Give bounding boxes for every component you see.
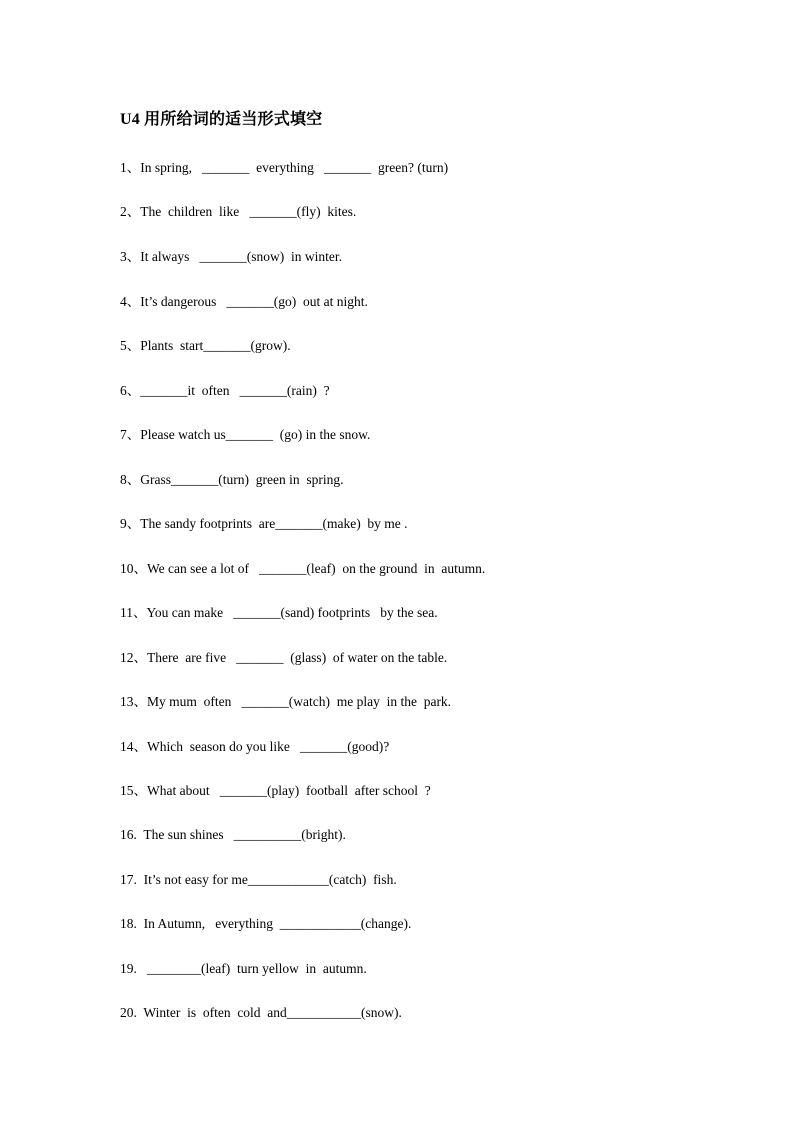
question-15: 15、What about _______(play) football after school ? xyxy=(120,783,431,798)
question-11: 11、You can make _______(sand) footprints by the sea. xyxy=(120,605,438,620)
question-16: 16. The sun shines __________(bright). xyxy=(120,827,346,842)
question-2: 2、The children like _______(fly) kites. xyxy=(120,204,357,219)
question-18: 18. In Autumn, everything ____________(change). xyxy=(120,916,412,931)
question-9: 9、The sandy footprints are_______(make) by me . xyxy=(120,516,408,531)
question-3: 3、It always _______(snow) in winter. xyxy=(120,249,342,264)
question-13: 13、My mum often _______(watch) me play in the park. xyxy=(120,694,452,709)
question-5: 5、Plants start_______(grow). xyxy=(120,338,291,353)
question-7: 7、Please watch us_______ (go) in the snow. xyxy=(120,427,371,442)
question-19: 19. ________(leaf) turn yellow in autumn. xyxy=(120,961,367,976)
question-4: 4、It’s dangerous _______(go) out at night. xyxy=(120,294,368,309)
worksheet-title: U4 用所给词的适当形式填空 xyxy=(120,111,323,128)
question-17: 17. It’s not easy for me____________(catch) fish. xyxy=(120,872,397,887)
question-1: 1、In spring, _______ everything _______ green? (turn) xyxy=(120,160,449,175)
question-6: 6、_______it often _______(rain) ? xyxy=(120,383,330,398)
question-12: 12、There are five _______ (glass) of water on the table. xyxy=(120,650,448,665)
question-10: 10、We can see a lot of _______(leaf) on the ground in autumn. xyxy=(120,561,486,576)
question-8: 8、Grass_______(turn) green in spring. xyxy=(120,472,344,487)
question-20: 20. Winter is often cold and___________(snow). xyxy=(120,1005,402,1020)
question-14: 14、Which season do you like _______(good)? xyxy=(120,739,390,754)
